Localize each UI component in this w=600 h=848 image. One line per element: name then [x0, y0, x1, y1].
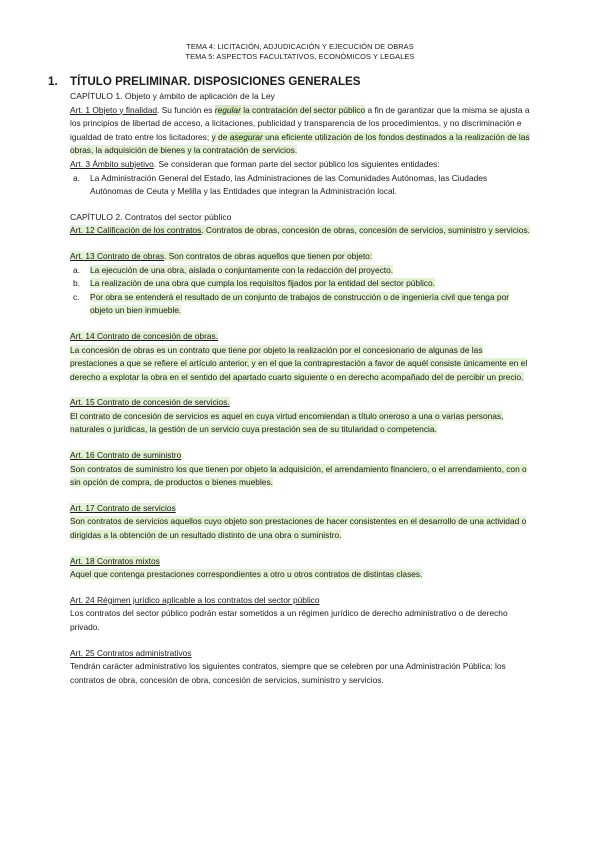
article-24-text: Los contratos del sector público podrán estar sometidos a un régimen jurídico de derecho administrativo o de derecho privado.	[70, 608, 508, 632]
article-14	[70, 330, 530, 384]
article-13-list	[70, 264, 530, 318]
article-17-text: Son contratos de servicios aquellos cuyo objeto son prestaciones de hacer consistentes en el desarrollo de una actividad o dirigidas a la obtención de un resultado distinto de una obra o suministro.	[70, 516, 527, 541]
article-12	[70, 224, 530, 238]
header-line-2: TEMA 5: ASPECTOS FACULTATIVOS, ECONÓMICOS Y LEGALES	[185, 51, 415, 61]
article-15-text: El contrato de concesión de servicios es aquel en cuya virtud encomiendan a título oneroso a una o varias personas, naturales o jurídicas, la gestión de un servicio cuya prestación sea de su titularidad o competencia.	[70, 410, 504, 435]
article-1-text-3: a fin de garantizar que la misma se ajusta a los principios de libertad de acceso, a licitaciones, publicidad y transparencia de los procedimientos, y no discriminación e igualdad de trato entre los licitadores;	[70, 104, 530, 142]
article-25-heading: Art. 25 Contratos administrativos	[70, 647, 192, 658]
article-1-text-1: . Su función es	[157, 104, 215, 115]
article-16-heading: Art. 16 Contrato de suministro	[70, 450, 182, 461]
article-18-text: Aquel que contenga prestaciones correspondientes a otro u otros contratos de distintas clases.	[70, 569, 423, 580]
article-3-heading: Art. 3 Ámbito subjetivo	[70, 158, 154, 169]
article-14-text: La concesión de obras es un contrato que tiene por objeto la realización por el concesionario de algunas de las prestaciones a que se refiere el artículo anterior, y en el que la contraprestación a favor de aquél consiste únicamente en el derecho a explotar la obra en el sentido del apartado cuarto siguiente o en derecho acompañado del de percibir un precio.	[70, 344, 528, 382]
chapter-2-heading: CAPÍTULO 2. Contratos del sector público	[70, 211, 232, 222]
header-line-1: TEMA 4: LICITACIÓN, ADJUDICACIÓN Y EJECUCIÓN DE OBRAS	[186, 42, 414, 51]
list-item-text: La realización de una obra que cumpla los requisitos fijados por la entidad del sector público.	[90, 278, 435, 289]
list-item-text: La ejecución de una obra, aislada o conjuntamente con la redacción del proyecto.	[90, 264, 394, 275]
article-24-heading: Art. 24 Régimen jurídico aplicable a los contratos del sector público	[70, 594, 320, 605]
article-17	[70, 502, 530, 543]
list-item	[70, 291, 530, 318]
article-3-text: . Se consideran que forman parte del sector público los siguientes entidades:	[153, 158, 440, 169]
article-12-heading: Art. 12 Calificación de los contratos	[70, 225, 202, 236]
article-18-heading: Art. 18 Contratos mixtos	[70, 555, 160, 566]
article-14-heading: Art. 14 Contrato de concesión de obras.	[70, 330, 219, 341]
article-1-emphasis-1: regular	[214, 104, 241, 115]
article-1-emphasis-2: asegurar	[229, 131, 263, 142]
article-1-heading: Art. 1 Objeto y finalidad	[70, 104, 158, 115]
list-item	[70, 172, 530, 199]
page-header	[70, 42, 530, 61]
article-1	[70, 104, 530, 158]
article-13-heading: Art. 13 Contrato de obras	[70, 250, 165, 261]
article-1-text-2: la contratación del sector público	[240, 104, 366, 115]
chapter-1-heading: CAPÍTULO 1. Objeto y ámbito de aplicación de la Ley	[70, 91, 275, 101]
article-13-text: . Son contratos de obras aquellos que tienen por objeto:	[164, 250, 373, 261]
article-1-text-5: una eficiente utilización de los fondos destinados a la realización de las obras, la adquisición de bienes y la contratación de servicios.	[70, 131, 530, 156]
article-16	[70, 449, 530, 490]
document-body	[70, 90, 530, 687]
list-item	[70, 264, 530, 278]
article-15-heading: Art. 15 Contrato de concesión de servicios.	[70, 397, 230, 408]
article-1-text-4: y de	[211, 131, 230, 142]
list-marker: b.	[73, 278, 80, 289]
article-18	[70, 555, 530, 582]
article-3-list	[70, 172, 530, 199]
article-13	[70, 250, 530, 318]
section-title	[48, 75, 530, 89]
section-number: 1.	[48, 75, 58, 88]
article-3	[70, 158, 530, 199]
list-item	[70, 277, 530, 291]
article-24	[70, 594, 530, 635]
section-title-text: TÍTULO PRELIMINAR. DISPOSICIONES GENERALES	[70, 75, 361, 88]
article-25	[70, 647, 530, 688]
list-item-text: La Administración General del Estado, las Administraciones de las Comunidades Autónomas, las Ciudades Autónomas de Ceuta y Melilla y las Entidades que integran la Administración local.	[90, 172, 488, 197]
article-25-text: Tendrán carácter administrativo los siguientes contratos, siempre que se celebren por una Administración Pública: los contratos de obra, concesión de obra, concesión de servicios, suministro y servicios.	[70, 661, 506, 685]
article-12-text: . Contratos de obras, concesión de obras, concesión de servicios, suministro y servicios.	[201, 225, 530, 236]
article-17-heading: Art. 17 Contrato de servicios	[70, 502, 176, 513]
list-item-text: Por obra se entenderá el resultado de un conjunto de trabajos de construcción o de ingeniería civil que tenga por objeto un bien inmueble.	[90, 291, 510, 316]
article-16-text: Son contratos de suministro los que tienen por objeto la adquisición, el arrendamiento financiero, o el arrendamiento, con o sin opción de compra, de productos o bienes muebles.	[70, 463, 527, 488]
article-15	[70, 396, 530, 437]
list-marker: a.	[73, 264, 80, 275]
list-marker: a.	[73, 172, 80, 183]
list-marker: c.	[73, 291, 80, 302]
